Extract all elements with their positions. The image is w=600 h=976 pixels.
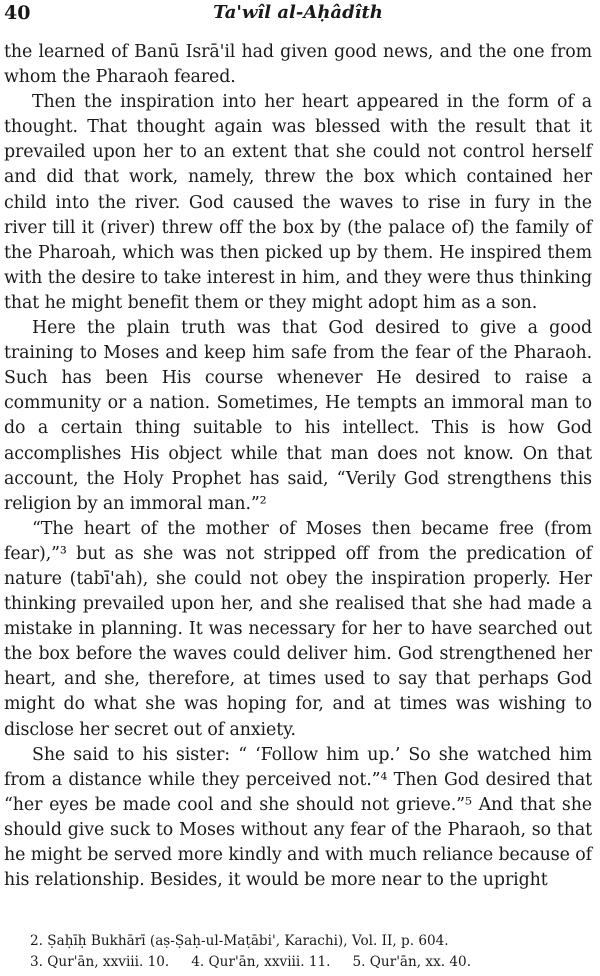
- body-text: [4, 40, 592, 893]
- paragraph-5: She said to his sister: “ ‘Follow him up.’ So she watched him from a distance while they perceived not.”⁴ Then God desired that “her eyes be made cool and she should not grieve.”⁵ And that she should give suck to Moses without any fear of the Pharaoh, so that he might be served more kindly and with much reliance because of his relationship. Besides, it would be more near to the upright: [4, 744, 592, 891]
- footnotes: [30, 931, 592, 973]
- footnote-5: 5. Qur'ān, xx. 40.: [352, 954, 472, 970]
- footnote-3: 3. Qur'ān, xxviii. 10.: [30, 954, 170, 970]
- paragraph-2: Then the inspiration into her heart appeared in the form of a thought. That thought again was blessed with the result that it prevailed upon her to an extent that she could not control herself and did that work, namely, threw the box which contained her child into the river. God caused the waves to rise in fury in the river till it (river) threw off the box by (the palace of) the family of the Pharoah, which was then picked up by them. He inspired them with the desire to take interest in him, and they were thus thinking that he might benefit them or they might adopt him as a son.: [4, 92, 592, 313]
- page-number: 40: [4, 2, 31, 24]
- footnote-2: 2. Ṣaḥīḥ Bukhārī (aṣ-Ṣaḥ-ul-Maṭābi', Karachi), Vol. II, p. 604.: [30, 933, 449, 949]
- footnote-line-1: [30, 931, 592, 952]
- paragraph-4: “The heart of the mother of Moses then became free (from fear),”³ but as she was not stripped off from the predication of nature (tabī'ah), she could not obey the inspiration properly. Her thinking prevailed upon her, and she realised that she had made a mistake in planning. It was necessary for her to have searched out the box before the waves could deliver him. God strengthened her heart, and she, therefore, at times used to say that perhaps God might do what she was hoping for, and at times was wishing to disclose her secret out of anxiety.: [4, 518, 592, 740]
- footnote-line-2: [30, 952, 592, 973]
- footnote-4: 4. Qur'ān, xxviii. 11.: [191, 954, 331, 970]
- paragraph-3: Here the plain truth was that God desired to give a good training to Moses and keep him safe from the fear of the Pharaoh. Such has been His course whenever He desired to raise a community or a nation. Sometimes, He tempts an immoral man to do a certain thing suitable to his intellect. This is how God accomplishes His object while that man does not know. On that account, the Holy Prophet has said, “Verily God strengthens this religion by an immoral man.”²: [4, 318, 592, 514]
- book-title: Ta'wîl al-Aḥâdîth: [213, 2, 383, 23]
- running-head: [4, 2, 592, 28]
- paragraph-1: the learned of Banū Isrā'il had given good news, and the one from whom the Pharaoh feared.: [4, 42, 592, 88]
